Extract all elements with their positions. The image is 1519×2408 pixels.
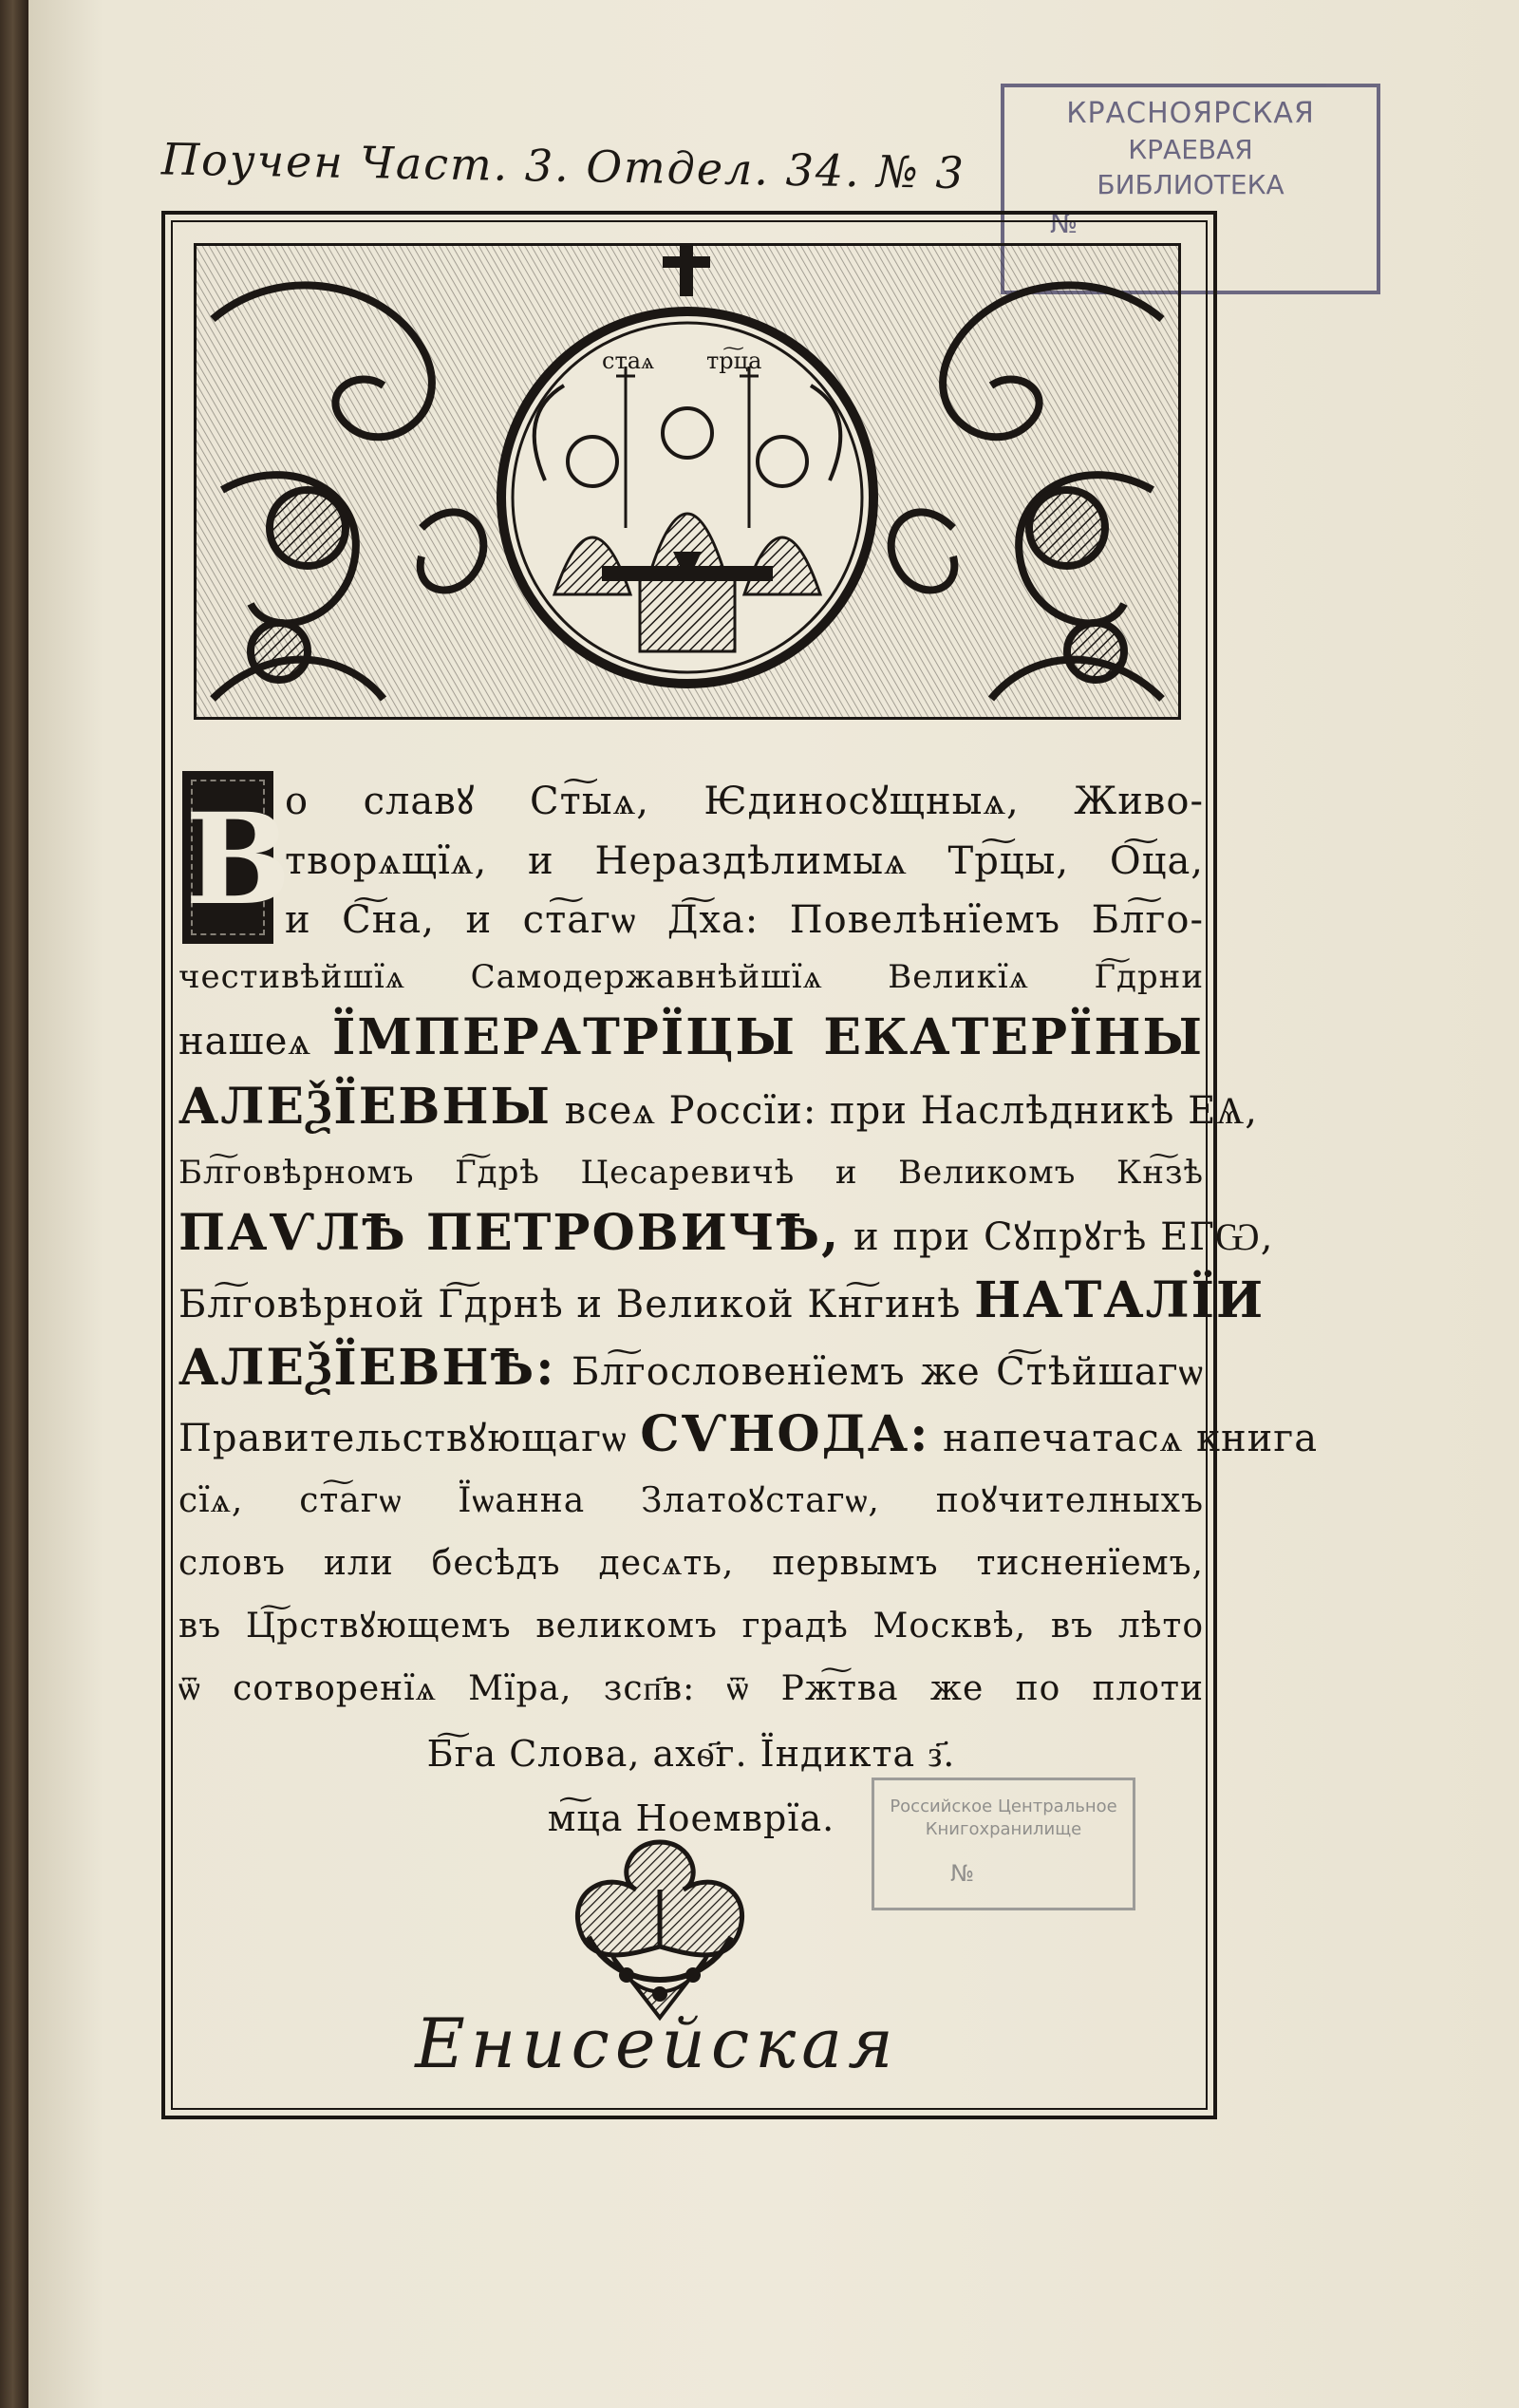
text-line-10 [178,1337,1204,1403]
text-line-15: ѿ сотворенїѧ Мїра, зсп҃в: ѿ Рж͠тва же по плоти [178,1669,1204,1708]
text-line-3: и С͠на, и ст͠агѡ Д͠ха: Повелѣнїемъ Бл͠го- [285,898,1204,942]
floral-tailpiece [532,1833,788,2022]
trinity-medallion [501,311,873,684]
book-spine [0,0,28,2408]
text-line-1: о славꙋ Ст͠ыѧ, Ѥдиносꙋщныѧ, Живо- [285,780,1204,823]
stamp-line-2: КРАЕВАЯ [1128,134,1253,165]
text-line-13: словъ или бесѣдъ десѧть, первымъ тисненїемъ, [178,1544,1204,1583]
depository-stamp-line-1: Российское Центральное [890,1797,1117,1816]
empress-title: ЇМПЕРАТРЇЦЫ ЕКАТЕРЇНЫ [332,1008,1205,1066]
text-line-10b: Бл͠гословенїемъ же С͠тѣйшагѡ [571,1350,1204,1394]
text-line-12: сїѧ, ст͠агѡ Їѡанна Златоꙋстагѡ, поꙋчителныхъ [178,1481,1204,1520]
text-line-6b: всеѧ Россїи: при Наслѣдникѣ ЕѦ, [564,1089,1258,1133]
stamp-number: № [1050,208,1078,239]
dropcap-block [178,771,1204,950]
medallion-caption-left: стаѧ [602,348,655,374]
text-line-11a: Правительствꙋющагѡ [178,1417,628,1460]
text-line-9a: Бл͠говѣрной Г͠дрнѣ и Великой Кн͠гинѣ [178,1283,962,1326]
text-line-6 [178,1075,1258,1143]
heir-name: ПАѴЛѢ ПЕТРОВИЧѢ, [178,1204,841,1262]
text-line-14: въ Ц͠рствꙋющемъ великомъ градѣ Москвѣ, въ лѣто [178,1607,1204,1646]
text-line-8b: и при Сꙋпрꙋгѣ ЕГѠ, [853,1215,1274,1259]
handwritten-signature: Енисейская [415,2004,899,2083]
depository-stamp [872,1778,1135,1910]
stamp-line-3: БИБЛИОТЕКА [1097,169,1285,200]
text-line-8 [178,1202,1274,1269]
consort-name: НАТАЛЇИ [974,1271,1266,1329]
dropcap-letter: В [182,771,273,944]
handwritten-shelfmark: Поучен Част. 3. Отдел. 34. № 3 [160,133,966,199]
text-line-5 [178,1005,1204,1075]
stamp-line-1: КРАСНОЯРСКАЯ [1066,97,1315,130]
text-line-4: честивѣйшїѧ Самодержавнѣйшїѧ Великїѧ Г͠дрни [178,958,1204,996]
medallion-caption-right: тр͠ца [706,348,762,374]
text-line-2: творѧщїѧ, и Нераздѣлимыѧ Тр͠цы, О͠ца, [285,839,1204,883]
consort-patronymic: АЛЕѮЇЕВНѢ: [178,1339,556,1397]
title-page-text [178,771,1319,1850]
text-line-5a: нашеѧ [178,1020,311,1063]
woodcut-headpiece [194,243,1181,720]
depository-stamp-line-2: Книгохранилище [925,1819,1082,1839]
empress-patronymic: АЛЕѮЇЕВНЫ [178,1078,552,1136]
text-line-11c: напечатасѧ книга [943,1417,1319,1460]
text-line-17: м͠ца Ноемврїа. [547,1797,835,1839]
text-line-7: Бл͠говѣрномъ Г͠дрѣ Цесаревичѣ и Великомъ Кн͠зѣ [178,1154,1204,1192]
synod-word: СѴНОДА: [640,1405,930,1463]
text-line-16: Б͠га Слова, ахѳ҃г. Їндикта з҃. [426,1733,956,1775]
text-line-11 [178,1403,1319,1470]
text-line-9 [178,1269,1266,1337]
depository-stamp-number: № [950,1860,974,1887]
